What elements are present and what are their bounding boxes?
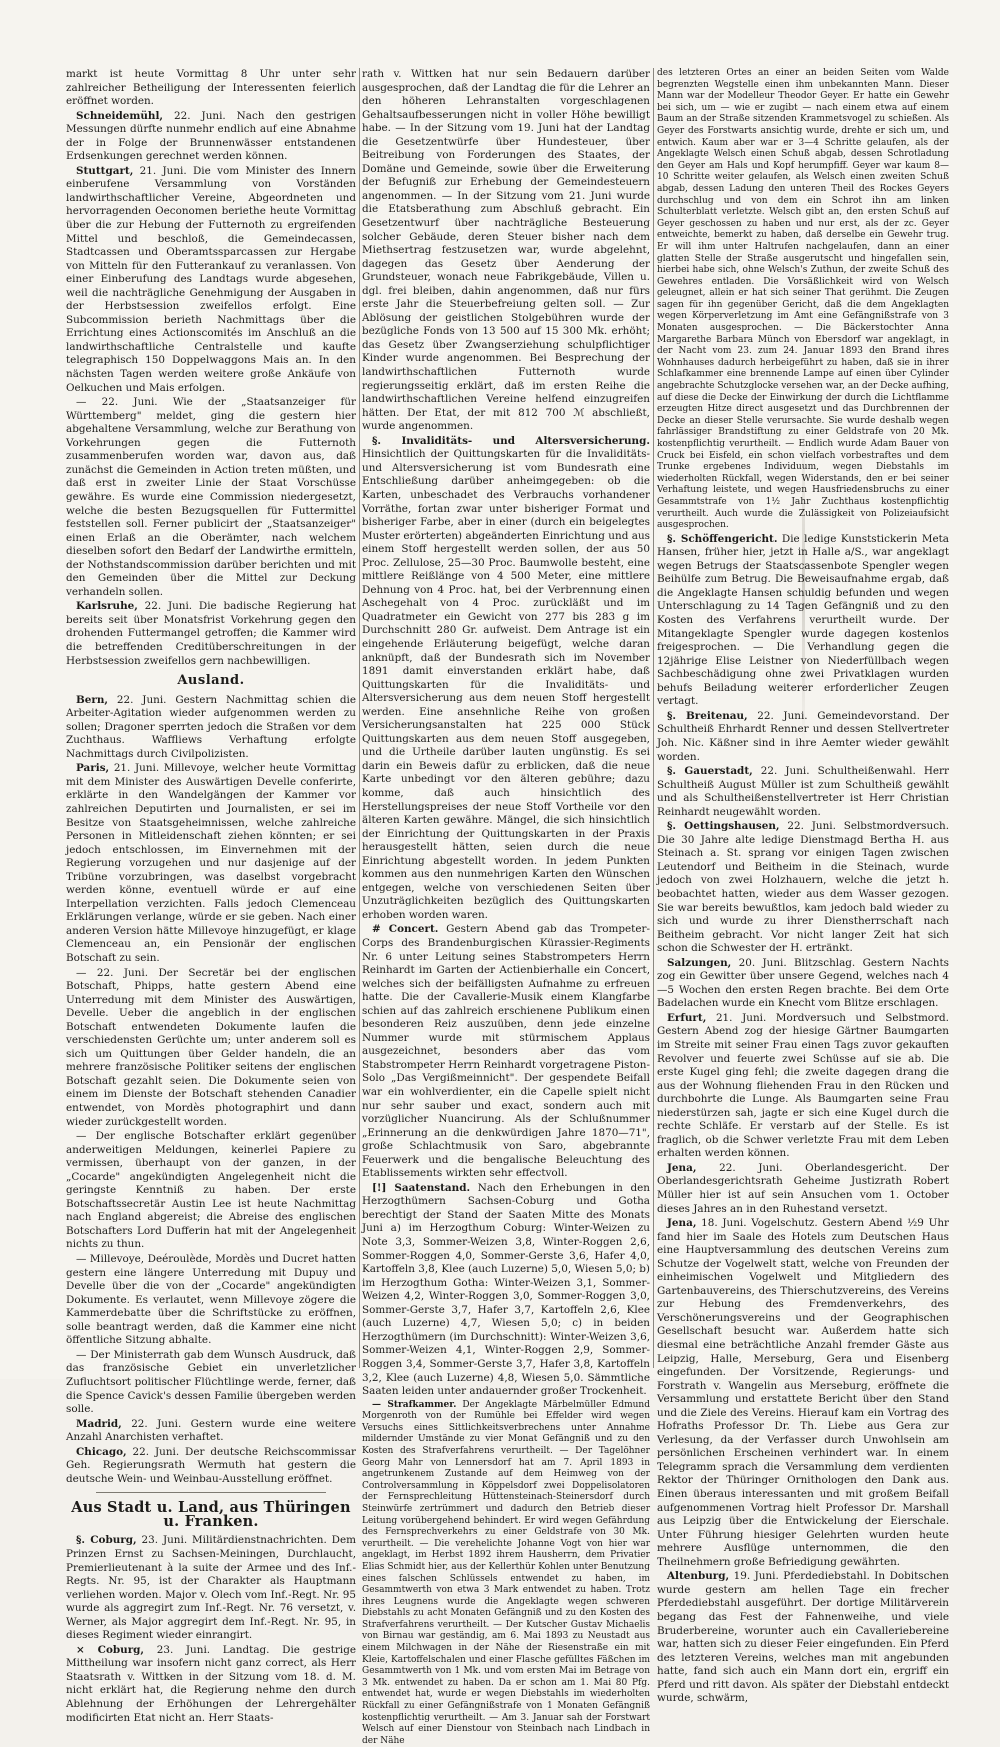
article-paragraph: — Der englische Botschafter erklärt gegenüber anderweitigen Meldungen, keinerlei Papiere zu vermissen, überhaupt von der ganzen, in der „Cocarde" angekündigten Angelegenheit nicht die geringste Kenntniß zu haben. Der erste Botschaftssecretär Austin Lee ist heute Nachmittag nach England abgereist; die Abreise des englischen Botschafters Lord Dufferin hat mit der Angelegenheit nichts zu thun. xyxy=(66,1130,356,1251)
dateline: Jena, xyxy=(667,1217,697,1230)
article-paragraph xyxy=(66,165,356,395)
dateline: Bern, xyxy=(76,693,109,706)
dateline: §. Oettingshausen, xyxy=(667,820,780,833)
article-text: 20. Juni. Blitzschlag. Gestern Nachts zog ein Gewitter über unsere Gegend, welches nach 4—5 Wochen den ersten Regen brachte. Bei dem Orte Badelachen wurde ein Knecht vom Blitze erschlagen. xyxy=(657,956,949,1010)
article-text: 21. Juni. Mordversuch und Selbstmord. Gestern Abend zog der hiesige Gärtner Baumgarten im Streite mit seiner Frau einen Tags zuvor gekauften Revolver und feuerte zwei Schüsse auf sie ab. Die erste Kugel ging fehl; die zweite dagegen drang die aus der Wohnung fliehenden Frau in den Rücken und durchbohrte die Lunge. Als Baumgarten seine Frau niederstürzen sah, jagte er sich eine Kugel durch die rechte Schläfe. Er verstarb auf der Stelle. Es ist fraglich, ob die Schwer verletzte Frau mit dem Leben erhalten werden können. xyxy=(657,1011,949,1160)
dateline: §. Gauerstadt, xyxy=(667,765,753,778)
article-paragraph xyxy=(362,923,650,1180)
article-paragraph xyxy=(66,1418,356,1445)
dateline: Paris, xyxy=(76,762,110,775)
article-paragraph xyxy=(657,1162,949,1216)
article-text: Hinsichtlich der Quittungskarten für die Invaliditäts- und Altersversicherung ist vom Bundesrath eine Entschließung darüber anheimgegeben: ob die Karten, unbeschadet des Verbrauchs vorhandener Vorräthe, fortan zwar unter bisheriger Format und bisheriger Farbe, aber in einer (durch ein beigelegtes Muster erörterten) abgeänderten Einrichtung und aus einem Stoff hergestellt werden sollen, der aus 50 Proc. Zellulose, 25—30 Proc. Baumwolle besteht, eine mittlere Reißlänge von 4 500 Meter, eine mittlere Dehnung von 4 Proc. hat, bei der Verbrennung einen Aschegehalt von 4 Proc. zurückläßt und im Quadratmeter ein Gewicht von 277 bis 283 g im Durchschnitt 280 Gr. aufweist. Dem Antrage ist ein eingehende Erläuterung beigefügt, welche daran anknüpft, daß der Bundesrath sich im November 1891 damit einverstanden erklärt habe, daß Quittungskarten für die Invaliditäts- und Altersversicherung aus dem neuen Stoff hergestellt werden. Eine ansehnliche Reihe von großen Versicherungsanstalten hat 225 000 Stück Quittungskarten aus dem neuen Stoff ausgegeben, und die Urtheile darüber lauten ungünstig. Es sei darin ein Beweis dafür zu erblicken, daß die neue Karte unbedingt vor den älteren gebühre; dazu komme, daß auch hinsichtlich des Herstellungspreises der neue Stoff Vortheile vor den älteren Karten gewähre. Mängel, die sich hinsichtlich der Einrichtung der Quittungskarten in der Praxis herausgestellt hätten, seien durch die neue Einrichtung abgestellt worden. In jedem Punkten kommen aus den nunmehrigen Karten den Wünschen entgegen, welche von verschiedenen Seiten über Unzuträglichkeiten bezüglich des Quittungskarten erhoben worden waren. xyxy=(362,448,650,921)
article-paragraph xyxy=(657,765,949,819)
section-divider xyxy=(96,1492,326,1493)
article-paragraph xyxy=(657,957,949,1011)
article-paragraph xyxy=(657,1570,949,1705)
column-left xyxy=(66,68,357,1724)
article-paragraph: — 22. Juni. Wie der „Staatsanzeiger für Württemberg" meldet, ging die gestern hier abgehaltene Versammlung, welche zur Berathung von Vorkehrungen gegen die Futternoth zusammenberufen worden war, davon aus, daß zunächst die Gemeinden in Action treten müßten, und daß erst in zweiter Linie der Staat Vorschüsse gewähre. Es wurde eine Commission niedergesetzt, welche die besten Bezugsquellen für Futtermittel feststellen soll. Ferner publicirt der „Staatsanzeiger" einen Erlaß an die Oberämter, nach welchem dieselben sofort den Bedarf der Landwirthe ermitteln, der Nothstandscommission darüber berichten und mit den Gemeinden über die Mittel zur Deckung verhandeln sollen. xyxy=(66,396,356,598)
article-paragraph xyxy=(66,694,356,762)
article-paragraph: — Millevoye, Deéroulède, Mordès und Ducret hatten gestern eine längere Unterredung mit Dupuy und Develle über die von der „Cocarde" angekündigten Dokumente. Es verlautet, wenn Millevoye zögere die Kammerdebatte über die Schriftstücke zu eröffnen, solle beantragt werden, daß die Kammer eine nicht öffentliche Sitzung abhalte. xyxy=(66,1253,356,1347)
article-paragraph xyxy=(657,1217,949,1569)
article-paragraph: rath v. Wittken hat nur sein Bedauern darüber ausgesprochen, daß der Landtag die für die Lehrer an den höheren Lehranstalten vorgeschlagenen Gehaltsaufbesserungen nicht in voller Höhe bewilligt habe. — In der Sitzung vom 19. Juni hat der Landtag die Gesetzentwürfe über Hundesteuer, über Beitreibung von Forderungen des Staates, der Domäne und Gemeinde, sowie über die Erweiterung der Befugniß zur Erhebung der Gemeindesteuern angenommen. — In der Sitzung vom 21. Juni wurde die Etatsberathung zum Abschluß gebracht. Ein Gesetzentwurf über nachträgliche Besteuerung solcher Gebäude, deren Steuer bisher nach dem Miethsertrag festzusetzen war, wurde abgelehnt, dagegen das Gesetz über Aenderung der Grundsteuer, wonach neue Fabrikgebäude, Villen u. dgl. frei bleiben, dahin angenommen, daß nur fürs erste Jahr die Steuerbefreiung gelten soll. — Zur Ablösung der geistlichen Stolgebühren wurde der bezügliche Fonds von 13 500 auf 15 300 Mk. erhöht; das Gesetz über Zwangserziehung schulpflichtiger Kinder wurde angenommen. Bei Besprechung der landwirthschaftlichen Futternoth wurde regierungsseitig erklärt, daß im ersten Reihe die landwirthschaftlichen Vereine helfend einzugreifen hätten. Der Etat, der mit 812 700 ℳ abschließt, wurde angenommen. xyxy=(362,68,650,433)
article-text: 21. Juni. Millevoye, welcher heute Vormittag mit dem Minister des Auswärtigen Develle conferirte, erklärte in den Wandelgängen der Kammer vor zahlreichen Deputirten und Journalisten, er sei im Besitze von Staatsgeheimnissen, welche zahlreiche Personen in Mitleidenschaft ziehen könnten; er sei jedoch entschlossen, im Einvernehmen mit der Regierung vorzugehen und nur dasjenige auf der Tribüne vorzubringen, was daselbst vorgebracht werden könne, eventuell würde er auf eine Interpellation verzichten. Falls jedoch Clemenceau Erklärungen verlange, würde er sie geben. Nach einer anderen Version hätte Millevoye hinzugefügt, er klage Clemenceau an, ein Pensionär der englischen Botschaft zu sein. xyxy=(66,762,356,964)
article-text: 23. Juni. Militärdienstnachrichten. Dem Prinzen Ernst zu Sachsen-Meiningen, Durchlaucht, Premierlieutenant à la suite der Armee und des Inf.-Regts. Nr. 95, ist der Charakter als Hauptmann verliehen worden. Major v. Olech vom Inf.-Regt. Nr. 95 wurde als aggregirt zum Inf.-Regt. Nr. 76 versetzt, v. Werner, als Major aggregirt dem Inf.-Regt. Nr. 95, in dieses Regiment wieder einrangirt. xyxy=(66,1534,357,1642)
article-text: Die ledige Kunststickerin Meta Hansen, früher hier, jetzt in Halle a/S., war angeklagt wegen Betrugs der Staatscassenbote Spengler wegen Beihülfe zum Betrug. Die Beweisaufnahme ergab, daß die Angeklagte Hansen schuldig befunden und wegen Unterschlagung zu 14 Tagen Gefängniß und zu den Kosten des Verfahrens verurtheilt wurde. Der Mitangeklagte Spengler wurde dagegen kostenlos freigesprochen. — Die Verhandlung gegen die 12jährige Elise Leistner von Niederfüllbach wegen Sachbeschädigung ohne zwei Privatklagen wurden behufs Beiladung weiterer erforderlicher Zeugen vertagt. xyxy=(657,532,949,708)
article-text: 21. Juni. Die vom Minister des Innern einberufene Versammlung von Vorständen landwirthschaftlicher Vereine, Abgeordneten und hervorragenden Oeconomen beriethe heute Vormittag über die zur Hebung der Futternoth zu ergreifenden Mittel und beschloß, die Gemeindecassen, Stadtcassen und Oberamtssparcassen zur Hergabe von Mitteln für den Futterankauf zu veranlassen. Von einer Einberufung des Landtags wurde abgesehen, weil die nachträgliche Genehmigung der Ausgaben in der Herbstsession zweifellos erfolgt. Eine Subcommission berieth Nachmittags über die Errichtung eines Actionscomités im Anschluß an die landwirthschaftliche Centralstelle und kaufte telegraphisch 150 Doppelwaggons Mais an. In den nächsten Tagen werden weitere große Ankäufe von Oelkuchen und Mais erfolgen. xyxy=(66,164,356,394)
dateline: Karlsruhe, xyxy=(76,600,138,613)
article-paragraph xyxy=(362,1400,650,1747)
article-text: 22. Juni. Oberlandesgericht. Der Oberlandesgerichtsrath Geheime Justizrath Robert Müller hier ist auf sein Ansuchen vom 1. October dieses Jahres an in den Ruhestand versetzt. xyxy=(657,1161,950,1215)
dateline: Altenburg, xyxy=(667,1570,730,1583)
article-text: 18. Juni. Vogelschutz. Gestern Abend ½9 Uhr fand hier im Saale des Hotels zum Deutschen Haus eine Hauptversammlung des deutschen Vereins zum Schutze der Vogelwelt statt, welche von Freunden der einheimischen Vogelwelt und Mitgliedern des Gartenbauvereins, des Thierschutzvereins, des Vereins zur Hebung des Fremdenverkehrs, des Verschönerungsvereins und der Geographischen Gesellschaft besucht war. Außerdem hatte sich diesmal eine beträchtliche Anzahl fremder Gäste aus Leipzig, Halle, Merseburg, Gera und Eisenberg eingefunden. Der Vorsitzende, Regierungs- und Forstrath v. Wangelin aus Merseburg, eröffnete die Versammlung und erstattete Bericht über den Stand und die Ziele des Vereins. Hierauf kam ein Vortrag des Hofraths Professor Dr. Th. Liebe aus Gera zur Verlesung, da der Verfasser durch Unwohlsein am persönlichen Erscheinen verhindert war. In einem Telegramm sprach die Versammlung dem verdienten Rektor der Thüringer Ornithologen den Dank aus. Einen überaus interessanten und mit großem Beifall aufgenommenen Vortrag hielt Professor Dr. Marshall aus Leipzig über die Entwickelung der Eierschale. Unter Führung hiesiger Gelehrten wurden heute mehrere Ausflüge unternommen, die den Theilnehmern große Befriedigung gewährten. xyxy=(657,1217,949,1568)
dateline: Salzungen, xyxy=(667,956,732,969)
dateline: §. Invaliditäts- und Altersversicherung. xyxy=(372,434,650,447)
article-paragraph: des letzteren Ortes an einer an beiden Seiten vom Walde begrenzten Wegstelle einen ihm unbekannten Mann. Dieser Mann war der Modelleur Theodor Geyer. Er hatte ein Gewehr bei sich, um — wie er zugibt — nach einem etwa auf einem Baum an der Straße sitzenden Krammetsvogel zu schießen. Als Geyer des Forstwarts ansichtig wurde, drehte er sich um, und entwich. Kaum aber war er 3—4 Schritte gelaufen, als der Angeklagte Welsch einen Schuß abgab, dessen Schrotladung den Geyer am Hals und Kopf herumpfiff. Geyer war kaum 8—10 Schritte weiter gelaufen, als Welsch einen zweiten Schuß abgab, dessen Ladung den unteren Theil des Rockes Geyers durchschlug und von dem ein Schrot ihn am linken Schulterblatt verletzte. Welsch gibt an, den ersten Schuß auf Geyer geschossen zu haben und nur erst, als der zc. Geyer entweichte, bemerkt zu haben, daß derselbe ein Gewehr trug. Er will ihm unter Haltrufen nachgelaufen, dann an einer glatten Stelle der Straße ausgerutscht und hingefallen sein, hierbei habe sich, ohne Welsch's Zuthun, der zweite Schuß des Gewehres entladen. Die Vorsäßlichkeit wird von Welsch geleugnet, allein er hat sich seiner That gerühmt. Die Zeugen sagen für ihn gegenüber Gericht, daß die dem Angeklagten wegen Körperverletzung im Amt eine Gefängnißstrafe von 3 Monaten ausgesprochen. — Die Bäckerstochter Anna Margarethe Barbara Münch von Ebersdorf war angeklagt, in der Nacht vom 23. zum 24. Januar 1893 den Brand ihres Wohnhauses dadurch herbeigeführt zu haben, daß sie in ihrer Schlafkammer eine brennende Lampe auf einen über Cylinder angebrachte Schutzglocke versehen war, an der Decke aufhing, auf diese die Decke der Einwirkung der durch die Lichtflamme erzeugten Hitze direct ausgesetzt und das Durchbrennen der Decke an dieser Stelle verursachte. Sie wurde deshalb wegen fahrlässiger Brandstiftung zu einer Geldstrafe von 20 Mk. kostenpflichtig verurtheilt. — Endlich wurde Adam Bauer von Cruck bei Eisfeld, ein schon vielfach vorbestraftes und dem Trunke ergebenes Individuum, wegen Diebstahls im wiederholten Rückfall, wegen Widerstands, den er bei seiner Verhaftung leistete, und wegen Hausfriedensbruchs zu einer Gesammtstrafe von 1½ Jahr Zuchthaus kostenpflichtig verurtheilt. Auch wurde die Zulässigkeit von Polizeiaufsicht ausgesprochen. xyxy=(657,68,949,531)
column-rule xyxy=(359,68,360,1368)
article-text: 22. Juni. Selbstmordversuch. Die 30 Jahre alte ledige Dienstmagd Bertha H. aus Steinach a. St. sprang vor einigen Tagen zwischen Leutendorf und Beitheim in die Steinach, wurde jedoch von zwei Holzhauern, welche die jetzt h. beobachtet hatten, wieder aus dem Wasser gezogen. Sie war bereits bewußtlos, kam jedoch bald wieder zu sich und wurde zu ihrer Dienstherrschaft nach Beitheim gebracht. Vor nicht langer Zeit hat sich schon die Schwester der H. ertränkt. xyxy=(657,820,950,955)
article-paragraph xyxy=(362,435,650,923)
article-text: 22. Juni. Der deutsche Reichscommissar Geh. Regierungsrath Wermuth hat gestern die deutsche Wein- und Weinbau-Ausstellung eröffnet. xyxy=(66,1445,356,1485)
dateline: — Strafkammer. xyxy=(372,1399,457,1410)
article-paragraph: — Der Ministerrath gab dem Wunsch Ausdruck, daß das französische Gebiet ein unverletzlicher Zufluchtsort politischer Flüchtlinge werde, ferner, daß die Spence Cavick's dessen Familie übergeben werden solle. xyxy=(66,1348,356,1416)
article-paragraph xyxy=(66,110,356,164)
article-paragraph xyxy=(66,1446,356,1487)
dateline: §. Coburg, xyxy=(76,1534,137,1547)
article-text: 22. Juni. Gestern Nachmittag schien die Arbeiter-Agitation wieder aufgenommen werden zu sollen; Dragoner sperrten jedoch die Straßen vor dem Zuchthaus. Waffliews Verhaftung erfolgte Nachmittags durch Civilpolizisten. xyxy=(66,693,356,760)
section-heading-stadt-land: Aus Stadt u. Land, aus Thüringen u. Franken. xyxy=(71,1499,351,1530)
article-text: Der Angeklagte Märbelmüller Edmund Morgenroth von der Rumühle bei Effelder wird wegen Versuchs eines Sittlichkeitsverbrechens unter Annahme mildernder Umstände zu vier Monat Gefängniß und zu den Kosten des Strafverfahrens verurtheilt. — Der Tagelöhner Georg Mahr von Lennersdorf hat am 7. April 1893 in angetrunkenem Zustande auf dem Heimweg von der Controlversammlung in Köppelsdorf zwei Doppelisolatoren der Fernsprechleitung Hüttensteinach-Steinersdorf durch Steinwürfe zertrümmert und dadurch den Betrieb dieser Leitung vorübergehend behindert. Er wird wegen Gefährdung des Fernsprechverkehrs zu einer Geldstrafe von 30 Mk. verurtheilt. — Die verehelichte Johanne Vogt von hier war angeklagt, im Herbst 1892 ihrem Hausherrn, dem Privatier Elias Schmidt hier, aus der Kellerthür Kohlen unter Benutzung eines falschen Schlüssels entwendet zu haben, im Gesammtwerth von etwa 3 Mark entwendet zu haben. Trotz ihres Leugnens wurde die Angeklagte wegen schweren Diebstahls zu acht Monaten Gefängniß und zu den Kosten des Strafverfahrens verurtheilt. — Der Kutscher Gustav Michaelis von Birnau war geständig, am 6. Mai 1893 zu Neustadt aus einem Milchwagen in der Nähe der Riesenstraße ein mit Kleie, Kartoffelschalen und einer Flasche gefülltes Fäßchen im Gesammtwerth von 1 Mk. und vom ersten Mai im Betrage von 3 Mk. entwendet zu haben. Da er schon am 1. Mai 80 Pfg. entwendet hat, wurde er wegen Diebstahls im wiederholten Rückfall zu einer Gefängnißstrafe von 1 Monaten Gefängniß kostenpflichtig verurtheilt. — Am 3. Januar sah der Forstwart Welsch auf einer Dienstour von Steinbach nach Lindbach in der Nähe xyxy=(362,1399,650,1746)
dateline: Stuttgart, xyxy=(76,164,134,177)
article-text: 22. Juni. Nach den gestrigen Messungen dürfte nunmehr endlich auf eine Abnahme der in Folge der Brunnenwässer entstandenen Erdsenkungen gerechnet werden können. xyxy=(66,109,356,163)
section-heading-ausland: Ausland. xyxy=(177,673,245,689)
article-paragraph: markt ist heute Vormittag 8 Uhr unter sehr zahlreicher Betheiligung der Interessenten feierlich eröffnet worden. xyxy=(66,68,356,108)
dateline: Erfurt, xyxy=(667,1011,707,1024)
article-paragraph xyxy=(66,600,356,668)
article-text: 22. Juni. Die badische Regierung hat bereits seit über Monatsfrist Vorkehrung gegen den drohenden Futtermangel getroffen; die Kammer wird die betreffenden Creditüberschreitungen in der Herbstsession zweifellos gern nachbewilligen. xyxy=(66,600,356,667)
article-text: 19. Juni. Pferdediebstahl. In Dobitschen wurde gestern am hellen Tage ein frecher Pferdediebstahl ausgeführt. Der dortige Militärverein begang das Fest der Fahnenweihe, und viele Bruderbereine, worunter auch ein Cavalleriebereine war, hatten sich zu dieser Feier eingefunden. Ein Pferd des letzteren Vereins, welches man mit angebunden hatte, fand sich auch ein Mann dort ein, ergriff ein Pferd und ritt davon. Als später der Diebstahl entdeckt wurde, schwärm, xyxy=(657,1570,949,1705)
article-paragraph xyxy=(657,820,949,955)
dateline: # Concert. xyxy=(372,923,439,936)
article-paragraph xyxy=(657,533,949,709)
article-text: 22. Juni. Gemeindevorstand. Der Schultheiß Ehrhardt Renner und dessen Stellvertreter Joh. Nic. Käßner sind in ihre Aemter wieder gewählt worden. xyxy=(657,709,949,763)
dateline: [!] Saatenstand. xyxy=(372,1181,471,1194)
article-paragraph: — 22. Juni. Der Secretär bei der englischen Botschaft, Phipps, hatte gestern Abend eine Unterredung mit dem Minister des Auswärtigen, Develle. Ueber die angeblich in der englischen Botschaft entwendeten Dokumente laufen die verschiedensten Gerüchte um; unter anderem soll es sich um Quittungen über Gelder handeln, die an mehrere französische Politiker seitens der englischen Botschaft gezahlt seien. Die Dokumente seien von einem im Dienste der Botschaft stehenden Canadier entwendet, von Mordès photographirt und dann wieder zurückgestellt worden. xyxy=(66,966,356,1128)
column-middle xyxy=(362,68,651,1746)
dateline: Schneidemühl, xyxy=(76,109,164,122)
dateline: §. Breitenau, xyxy=(667,709,748,722)
article-paragraph xyxy=(66,762,356,965)
article-paragraph xyxy=(362,1182,650,1399)
article-paragraph xyxy=(657,1012,949,1161)
dateline: × Coburg, xyxy=(76,1643,145,1656)
dateline: Jena, xyxy=(667,1161,697,1174)
article-text: 23. Juni. Landtag. Die gestrige Mittheilung war insofern nicht ganz correct, als Herr Staatsrath v. Wittken in der Sitzung vom 18. d. M. nicht erklärt hat, die Regierung nehme den durch Ablehnung der Erhöhungen der Lehrergehälter modificirten Etat nicht an. Herr Staats- xyxy=(66,1643,356,1724)
column-rule xyxy=(653,68,654,1368)
article-text: 22. Juni. Gestern wurde eine weitere Anzahl Anarchisten verhaftet. xyxy=(66,1417,356,1444)
dateline: Madrid, xyxy=(76,1417,122,1430)
article-paragraph xyxy=(66,1644,356,1725)
column-right xyxy=(657,68,950,1705)
article-text: 22. Juni. Schultheißenwahl. Herr Schultheiß August Müller ist zum Schultheiß gewählt und als Schultheißenstellvertreter ist Herr Christian Reinhardt neugewählt worden. xyxy=(657,765,949,818)
dateline: Chicago, xyxy=(76,1445,127,1458)
article-text: Gestern Abend gab das Trompeter-Corps des Brandenburgischen Kürassier-Regiments Nr. 6 unter Leitung seines Stabstrompeters Herrn Reinhardt im Garten der Actienbierhalle ein Concert, welches sich der beifälligsten Aufnahme zu erfreuen hatte. Die der Cavallerie-Musik einem Klangfarbe schien auf das zahlreich erschienene Publikum einen besonderen Reiz auszuüben, denn jede einzelne Nummer wurde mit stürmischem Applaus ausgezeichnet, besonders aber das vom Stabstrompeter Herrn Reinhardt vorgetragene Piston-Solo „Das Vergißmeinnicht". Der gespendete Beifall war ein wohlverdienter, ein die Capelle spielt nicht nur sehr sauber und exact, sondern auch mit vorzüglicher Nuancirung. Als der Schlußnummer „Erinnerung an die denkwürdigen Jahre 1870—71", große Schlachtmusik von Saro, abgebrannte Feuerwerk und die bengalische Beleuchtung des Etablissements wirkten sehr effectvoll. xyxy=(362,923,650,1180)
dateline: §. Schöffengericht. xyxy=(667,532,778,545)
article-paragraph xyxy=(657,710,949,764)
article-text: Nach den Erhebungen in den Herzogthümern Sachsen-Coburg und Gotha berechtigt der Stand der Saaten Mitte des Monats Juni a) im Herzogthum Coburg: Winter-Weizen zu Note 3,3, Sommer-Weizen 3,8, Winter-Roggen 2,6, Sommer-Roggen 4,0, Sommer-Gerste 3,6, Hafer 4,0, Kartoffeln 3,8, Klee (auch Luzerne) 5,0, Wiesen 5,0; b) im Herzogthum Gotha: Winter-Weizen 3,1, Sommer-Weizen 4,2, Winter-Roggen 3,0, Sommer-Roggen 3,0, Sommer-Gerste 3,7, Hafer 3,7, Kartoffeln 2,6, Klee (auch Luzerne) 4,7, Wiesen 5,0; c) in beiden Herzogthümern (im Durchschnitt): Winter-Weizen 3,6, Sommer-Weizen 4,1, Winter-Roggen 2,9, Sommer-Roggen 3,4, Sommer-Gerste 3,7, Hafer 3,8, Kartoffeln 3,2, Klee (auch Luzerne) 4,8, Wiesen 5,0. Sämmtliche Saaten leiden unter andauernder großer Trockenheit. xyxy=(362,1181,651,1398)
article-paragraph xyxy=(66,1534,356,1642)
